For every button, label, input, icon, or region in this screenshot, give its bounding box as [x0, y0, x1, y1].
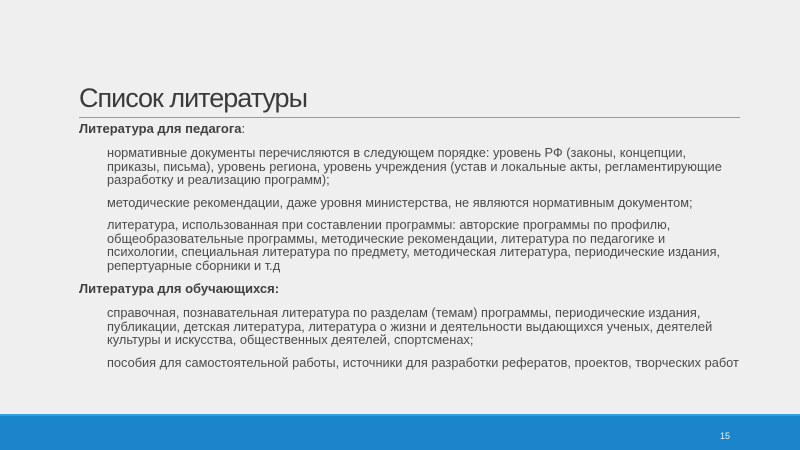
- section-heading-teacher-colon: :: [241, 121, 246, 136]
- list-item: нормативные документы перечисляются в следующем порядке: уровень РФ (законы, концепции, приказы, письма), уровень региона, уровень учреждения (устав и локальные акты, регламентирующие разработку и реализацию программ);: [107, 145, 722, 187]
- list-item: пособия для самостоятельной работы, источники для разработки рефератов, проектов, творческих работ: [107, 354, 739, 370]
- footer-band: [0, 414, 800, 450]
- page-number: 15: [719, 431, 730, 441]
- section-heading-teacher: [79, 121, 739, 137]
- slide-content: [79, 121, 739, 369]
- list-item: литература, использованная при составлении программы: авторские программы по профилю, общеобразовательные программы, методические рекомендации, литература по педагогике и психологии, специальная литература по предмету, методическая литература, периодические издания, репертуарные сборники и т.д: [107, 217, 721, 273]
- section-heading-teacher-label: Литература для педагога: [79, 121, 242, 136]
- list-item: методические рекомендации, даже уровня министерства, не являются нормативным документом;: [107, 194, 693, 210]
- section-heading-students: [79, 281, 739, 297]
- section-heading-students-label: Литература для обучающихся:: [79, 281, 280, 296]
- list-item: справочная, познавательная литература по разделам (темам) программы, периодические издания, публикации, детская литература, литература о жизни и деятельности выдающихся ученых, деятелей культуры и искусства, общественных деятелей, спортсменах;: [107, 305, 713, 347]
- title-divider: [79, 117, 740, 118]
- footer-accent-line: [0, 414, 800, 416]
- slide-title: Список литературы: [79, 83, 307, 113]
